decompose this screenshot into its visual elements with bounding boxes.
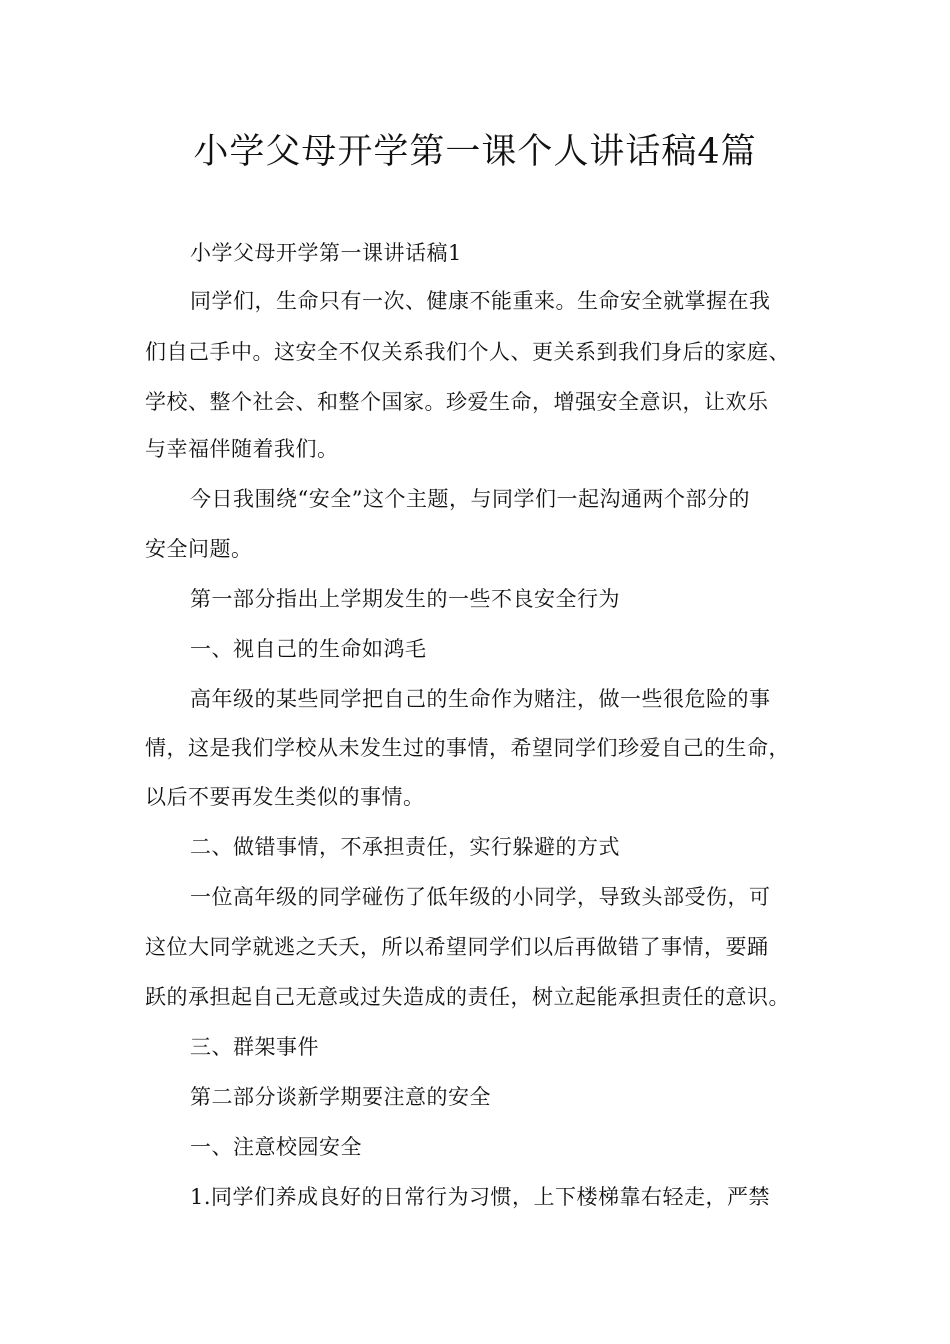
subsection-heading: 一、视自己的生命如鸿毛 — [190, 637, 427, 661]
subsection-heading: 三、群架事件 — [190, 1035, 319, 1059]
paragraph-line: 今日我围绕“安全”这个主题，与同学们一起沟通两个部分的 — [190, 487, 750, 511]
section-heading: 第一部分指出上学期发生的一些不良安全行为 — [190, 587, 620, 611]
paragraph-line: 跃的承担起自己无意或过失造成的责任，树立起能承担责任的意识。 — [145, 985, 790, 1009]
subsection-heading: 一、注意校园安全 — [190, 1135, 362, 1159]
document-title: 小学父母开学第一课个人讲话稿4篇 — [193, 132, 757, 172]
section-heading-speech-1: 小学父母开学第一课讲话稿1 — [190, 241, 462, 265]
paragraph-line: 高年级的某些同学把自己的生命作为赌注，做一些很危险的事 — [190, 687, 771, 711]
paragraph-line: 一位高年级的同学碰伤了低年级的小同学，导致头部受伤，可 — [190, 885, 771, 909]
paragraph-line: 这位大同学就逃之夭夭，所以希望同学们以后再做错了事情，要踊 — [145, 935, 769, 959]
paragraph-line: 学校、整个社会、和整个国家。珍爱生命，增强安全意识，让欢乐 — [145, 390, 769, 414]
subsection-heading: 二、做错事情，不承担责任，实行躲避的方式 — [190, 835, 620, 859]
paragraph-line: 安全问题。 — [145, 537, 253, 561]
paragraph-line: 们自己手中。这安全不仅关系我们个人、更关系到我们身后的家庭、 — [145, 340, 790, 364]
paragraph-line: 与幸福伴随着我们。 — [145, 437, 339, 461]
paragraph-line: 情，这是我们学校从未发生过的事情，希望同学们珍爱自己的生命， — [145, 736, 790, 760]
paragraph-line: 同学们，生命只有一次、健康不能重来。生命安全就掌握在我 — [190, 289, 771, 313]
section-heading: 第二部分谈新学期要注意的安全 — [190, 1085, 491, 1109]
paragraph-line: 以后不要再发生类似的事情。 — [145, 785, 425, 809]
paragraph-line: 1.同学们养成良好的日常行为习惯，上下楼梯靠右轻走，严禁 — [190, 1185, 771, 1209]
